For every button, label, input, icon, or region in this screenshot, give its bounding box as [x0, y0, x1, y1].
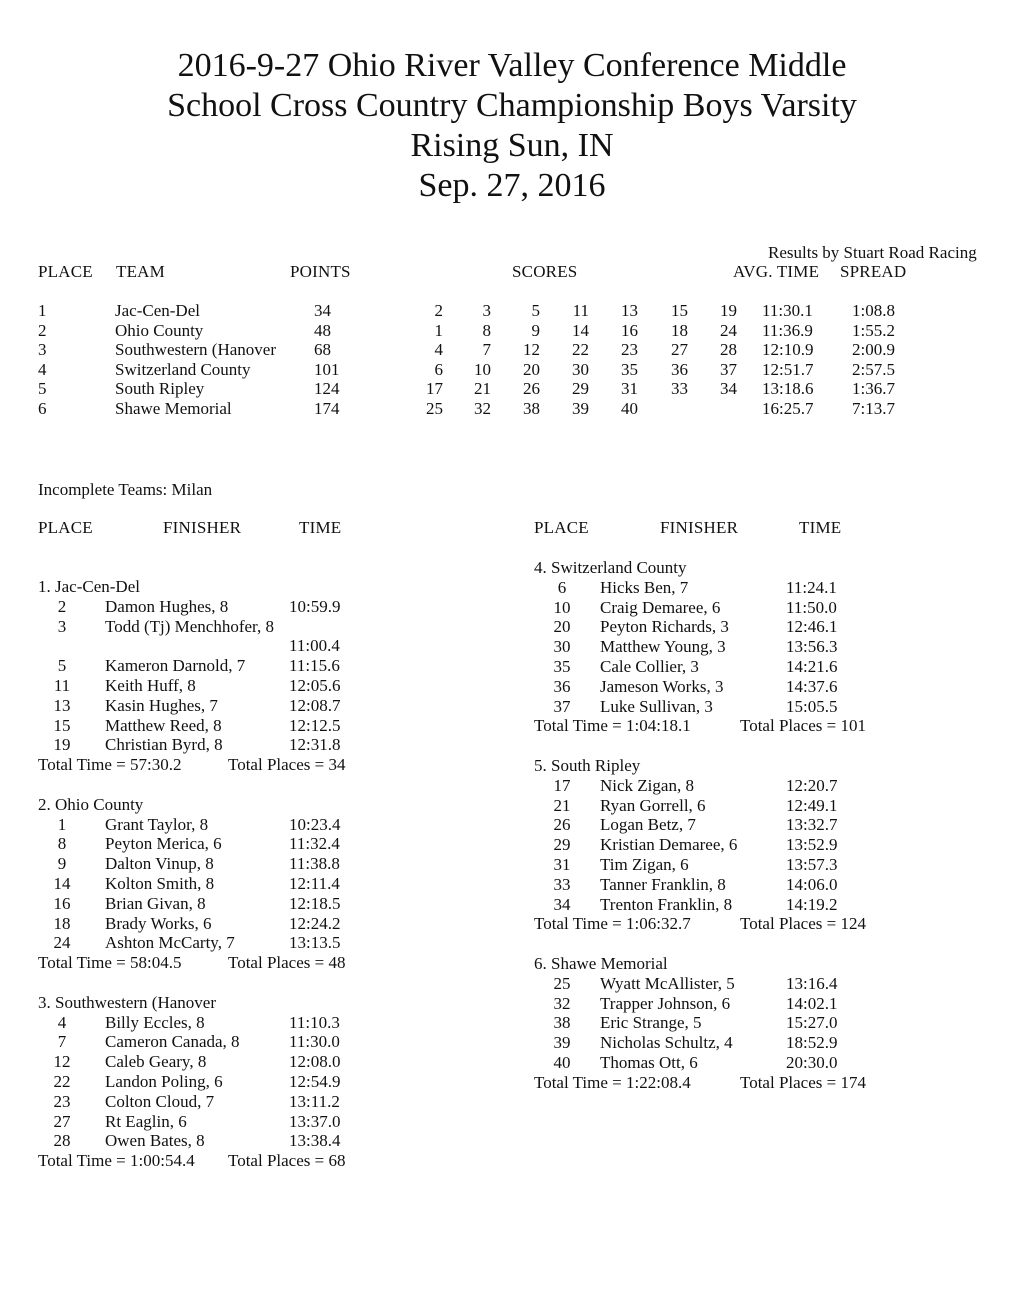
finisher-row — [38, 1032, 478, 1052]
finisher-time: 12:31.8 — [289, 735, 341, 755]
finisher-row — [38, 716, 478, 736]
finisher-name: Brian Givan, 8 — [105, 893, 206, 913]
finisher-name: Keith Huff, 8 — [105, 675, 196, 695]
finisher-name: Cale Collier, 3 — [600, 656, 699, 676]
finisher-place: 37 — [553, 696, 571, 716]
team-score: 22 — [572, 340, 589, 360]
team-points: 174 — [314, 399, 340, 418]
finisher-name: Thomas Ott, 6 — [600, 1052, 698, 1072]
finisher-place: 32 — [553, 993, 571, 1013]
finisher-row — [534, 1033, 974, 1053]
finisher-place: 26 — [553, 815, 571, 835]
finisher-name: Kristian Demaree, 6 — [600, 835, 738, 855]
team-score: 7 — [482, 340, 491, 360]
finisher-row — [534, 617, 974, 637]
finisher-place: 28 — [53, 1131, 71, 1151]
finisher-header-place-right: PLACE — [534, 518, 589, 537]
finisher-place: 22 — [53, 1071, 71, 1091]
team-total-time: Total Time = 58:04.5 — [38, 953, 182, 973]
finisher-name: Tanner Franklin, 8 — [600, 874, 726, 894]
team-score: 38 — [523, 399, 540, 418]
team-score: 25 — [426, 399, 443, 418]
finisher-place: 21 — [553, 795, 571, 815]
finisher-time: 13:13.5 — [289, 933, 341, 953]
finisher-name: Craig Demaree, 6 — [600, 597, 721, 617]
finisher-place: 36 — [553, 676, 571, 696]
finisher-place: 35 — [553, 656, 571, 676]
finisher-place: 18 — [53, 913, 71, 933]
team-result-block — [534, 756, 974, 934]
finisher-time: 11:32.4 — [289, 834, 340, 854]
finisher-time: 15:05.5 — [786, 696, 838, 716]
team-spread: 2:57.5 — [852, 359, 895, 379]
team-result-block — [534, 954, 974, 1093]
finisher-row — [534, 855, 974, 875]
finisher-time: 13:56.3 — [786, 637, 838, 657]
team-points: 124 — [314, 379, 340, 399]
title-line: School Cross Country Championship Boys Varsity — [167, 87, 857, 124]
title-line: 2016-9-27 Ohio River Valley Conference Middle — [177, 47, 847, 84]
finisher-name: Damon Hughes, 8 — [105, 596, 229, 616]
team-score: 11 — [572, 301, 589, 320]
team-header-spread: SPREAD — [840, 262, 907, 281]
finisher-name: Matthew Reed, 8 — [105, 715, 222, 735]
team-header-team: TEAM — [116, 262, 165, 281]
team-total-time: Total Time = 1:00:54.4 — [38, 1151, 195, 1171]
team-spread: 2:00.9 — [852, 340, 895, 360]
team-spread: 7:13.7 — [852, 399, 895, 418]
team-score: 9 — [531, 320, 540, 340]
team-row — [0, 340, 1024, 360]
team-score: 5 — [531, 301, 540, 320]
finisher-row — [534, 1013, 974, 1033]
finisher-time: 11:10.3 — [289, 1012, 340, 1032]
finisher-place: 19 — [53, 735, 71, 755]
finisher-row — [534, 815, 974, 835]
finisher-row — [38, 933, 478, 953]
team-total-places: Total Places = 174 — [740, 1072, 866, 1092]
finisher-row — [38, 894, 478, 914]
finisher-time: 12:46.1 — [786, 617, 838, 637]
team-header-place: PLACE — [38, 262, 93, 281]
team-score: 17 — [426, 379, 443, 399]
finisher-name: Matthew Young, 3 — [600, 637, 726, 657]
finisher-row — [38, 854, 478, 874]
finisher-time: 14:06.0 — [786, 874, 838, 894]
team-header-points: POINTS — [290, 262, 351, 281]
finisher-row — [38, 834, 478, 854]
finisher-header-finisher-right: FINISHER — [660, 518, 739, 537]
finisher-header-time-left: TIME — [299, 518, 342, 537]
finisher-row — [38, 1072, 478, 1092]
finisher-name: Owen Bates, 8 — [105, 1131, 205, 1151]
finisher-name: Caleb Geary, 8 — [105, 1052, 207, 1072]
finisher-name: Kolton Smith, 8 — [105, 873, 215, 893]
team-score: 28 — [720, 340, 737, 360]
finisher-place: 11 — [53, 675, 71, 695]
team-score: 2 — [434, 301, 443, 320]
team-score: 37 — [720, 359, 737, 379]
finisher-place: 16 — [53, 893, 71, 913]
finisher-name: Ryan Gorrell, 6 — [600, 795, 706, 815]
finisher-time: 13:57.3 — [786, 854, 838, 874]
team-name: Ohio County — [115, 320, 204, 340]
team-spread: 1:36.7 — [852, 379, 895, 399]
team-name: South Ripley — [115, 379, 205, 399]
team-total-places: Total Places = 48 — [228, 953, 346, 973]
finisher-row — [534, 974, 974, 994]
team-result-block — [38, 577, 478, 775]
finisher-name: Peyton Richards, 3 — [600, 617, 729, 637]
team-avg-time: 16:25.7 — [762, 399, 814, 418]
finisher-time: 13:52.9 — [786, 835, 838, 855]
team-points: 48 — [314, 320, 331, 340]
finisher-row — [38, 914, 478, 934]
finisher-place: 10 — [553, 597, 571, 617]
finisher-row — [38, 1112, 478, 1132]
finisher-name: Wyatt McAllister, 5 — [600, 973, 735, 993]
finisher-name: Colton Cloud, 7 — [105, 1091, 215, 1111]
team-row — [0, 360, 1024, 380]
team-place: 2 — [38, 320, 47, 340]
team-total-time: Total Time = 57:30.2 — [38, 755, 182, 775]
team-result-heading: 5. South Ripley — [534, 756, 641, 775]
finisher-row — [38, 1052, 478, 1072]
team-row — [0, 379, 1024, 399]
team-result-block — [534, 558, 974, 736]
team-score: 27 — [671, 340, 688, 360]
finisher-header-finisher-left: FINISHER — [163, 518, 242, 537]
finisher-time: 11:30.0 — [289, 1032, 340, 1052]
finisher-place: 12 — [53, 1052, 71, 1072]
finisher-time: 11:38.8 — [289, 854, 340, 874]
team-row — [0, 399, 1024, 419]
finisher-row — [534, 875, 974, 895]
finisher-name: Billy Eccles, 8 — [105, 1012, 205, 1032]
document-title — [0, 46, 1024, 206]
finisher-row — [534, 657, 974, 677]
finisher-place: 15 — [53, 715, 71, 735]
finisher-place: 14 — [53, 873, 71, 893]
team-points: 101 — [314, 359, 340, 379]
results-attribution: Results by Stuart Road Racing — [768, 243, 977, 262]
finisher-place: 7 — [57, 1032, 67, 1052]
finisher-row — [534, 578, 974, 598]
team-score: 39 — [572, 399, 589, 418]
finisher-name: Dalton Vinup, 8 — [105, 854, 214, 874]
team-total-time: Total Time = 1:22:08.4 — [534, 1072, 691, 1092]
finisher-time: 14:21.6 — [786, 656, 838, 676]
team-score: 14 — [572, 320, 589, 340]
team-name: Jac-Cen-Del — [115, 301, 200, 320]
title-line: Rising Sun, IN — [410, 127, 614, 164]
team-result-heading: 2. Ohio County — [38, 794, 144, 814]
team-avg-time: 11:36.9 — [762, 320, 813, 340]
team-total-time: Total Time = 1:04:18.1 — [534, 716, 691, 736]
finisher-time: 11:15.6 — [289, 656, 340, 676]
team-score: 1 — [434, 320, 443, 340]
finisher-row — [38, 597, 478, 617]
finisher-row — [534, 637, 974, 657]
team-total-row — [38, 755, 478, 775]
finisher-time: 15:27.0 — [786, 1013, 838, 1033]
finisher-time: 14:37.6 — [786, 676, 838, 696]
finisher-row — [534, 677, 974, 697]
finisher-name: Peyton Merica, 6 — [105, 834, 222, 854]
team-header-scores: SCORES — [512, 262, 578, 281]
finisher-name: Eric Strange, 5 — [600, 1013, 702, 1033]
finisher-row — [534, 895, 974, 915]
finisher-time: 12:20.7 — [786, 775, 838, 795]
team-result-heading: 4. Switzerland County — [534, 558, 687, 577]
team-score: 8 — [482, 320, 491, 340]
finisher-place: 20 — [553, 617, 571, 637]
finisher-place: 4 — [57, 1012, 67, 1032]
finisher-place: 6 — [557, 577, 567, 597]
team-score: 3 — [482, 301, 491, 320]
finisher-time: 18:52.9 — [786, 1033, 838, 1053]
title-line: Sep. 27, 2016 — [418, 167, 606, 204]
team-total-row — [534, 716, 974, 736]
team-score: 10 — [474, 359, 491, 379]
team-total-places: Total Places = 34 — [228, 755, 346, 775]
finisher-time: 14:02.1 — [786, 993, 838, 1013]
team-place: 3 — [38, 340, 47, 360]
team-result-heading: 3. Southwestern (Hanover — [38, 992, 216, 1012]
finisher-time: 12:08.7 — [289, 695, 341, 715]
finisher-row — [38, 676, 478, 696]
finisher-row — [534, 598, 974, 618]
team-name: Shawe Memorial — [115, 399, 232, 418]
team-row — [0, 301, 1024, 321]
team-total-places: Total Places = 101 — [740, 716, 866, 736]
finisher-time: 13:11.2 — [289, 1091, 340, 1111]
finisher-header-place-left: PLACE — [38, 518, 93, 537]
team-score: 18 — [671, 320, 688, 340]
finisher-place: 9 — [57, 854, 67, 874]
team-score: 15 — [671, 301, 688, 320]
finisher-time: 12:49.1 — [786, 795, 838, 815]
finisher-row — [38, 636, 478, 656]
team-result-heading: 6. Shawe Memorial — [534, 954, 668, 973]
finisher-row — [534, 835, 974, 855]
finisher-name: Ashton McCarty, 7 — [105, 933, 235, 953]
team-spread: 1:08.8 — [852, 301, 895, 320]
finisher-place: 25 — [553, 973, 571, 993]
team-result-heading: 1. Jac-Cen-Del — [38, 577, 140, 596]
finisher-row — [38, 815, 478, 835]
finisher-time: 11:50.0 — [786, 597, 837, 617]
finisher-name: Jameson Works, 3 — [600, 676, 724, 696]
finisher-row — [38, 696, 478, 716]
team-score: 16 — [621, 320, 638, 340]
finisher-time: 11:24.1 — [786, 577, 837, 597]
team-result-block — [38, 795, 478, 973]
finisher-name: Brady Works, 6 — [105, 913, 212, 933]
team-place: 5 — [38, 379, 47, 399]
finisher-name: Kameron Darnold, 7 — [105, 656, 246, 676]
finisher-place: 33 — [553, 874, 571, 894]
finisher-header-time-right: TIME — [799, 518, 842, 537]
finisher-row — [534, 796, 974, 816]
finisher-place: 2 — [57, 596, 67, 616]
finisher-row — [38, 656, 478, 676]
team-header-avg-time: AVG. TIME — [733, 262, 820, 281]
finisher-time: 13:38.4 — [289, 1131, 341, 1151]
team-total-row — [38, 953, 478, 973]
finisher-time: 12:54.9 — [289, 1071, 341, 1091]
team-score: 31 — [621, 379, 638, 399]
finisher-name: Nicholas Schultz, 4 — [600, 1033, 733, 1053]
finisher-row — [534, 697, 974, 717]
finisher-place: 27 — [53, 1111, 71, 1131]
team-name: Switzerland County — [115, 359, 251, 379]
finisher-name: Trenton Franklin, 8 — [600, 894, 733, 914]
finisher-place: 31 — [553, 854, 571, 874]
finisher-time: 12:12.5 — [289, 715, 341, 735]
team-avg-time: 11:30.1 — [762, 301, 813, 320]
finisher-time: 12:18.5 — [289, 893, 341, 913]
team-spread: 1:55.2 — [852, 320, 895, 340]
team-score: 19 — [720, 301, 737, 320]
team-score: 30 — [572, 359, 589, 379]
team-score: 12 — [523, 340, 540, 360]
finisher-time: 12:11.4 — [289, 873, 340, 893]
finisher-row — [534, 1053, 974, 1073]
finisher-row — [38, 1013, 478, 1033]
finisher-place: 1 — [57, 814, 67, 834]
finisher-name: Landon Poling, 6 — [105, 1071, 223, 1091]
team-score: 20 — [523, 359, 540, 379]
team-score: 32 — [474, 399, 491, 418]
finisher-place: 23 — [53, 1091, 71, 1111]
finisher-time: 13:37.0 — [289, 1111, 341, 1131]
finisher-row — [38, 1131, 478, 1151]
team-total-row — [534, 914, 974, 934]
finisher-time: 12:08.0 — [289, 1052, 341, 1072]
finisher-name: Nick Zigan, 8 — [600, 775, 694, 795]
finisher-name: Todd (Tj) Menchhofer, 8 — [105, 616, 275, 636]
team-score: 21 — [474, 379, 491, 399]
finisher-row — [38, 1092, 478, 1112]
team-total-row — [38, 1151, 478, 1171]
team-score: 35 — [621, 359, 638, 379]
finisher-row — [38, 874, 478, 894]
finisher-name: Rt Eaglin, 6 — [105, 1111, 187, 1131]
finisher-time: 12:05.6 — [289, 675, 341, 695]
team-avg-time: 12:10.9 — [762, 340, 814, 360]
finisher-place: 24 — [53, 933, 71, 953]
team-score: 4 — [434, 340, 443, 360]
team-points: 68 — [314, 340, 331, 360]
team-row — [0, 321, 1024, 341]
finisher-place: 3 — [57, 616, 67, 636]
finisher-name: Hicks Ben, 7 — [600, 577, 689, 597]
finisher-name: Grant Taylor, 8 — [105, 814, 209, 834]
finisher-time: 20:30.0 — [786, 1052, 838, 1072]
team-total-time: Total Time = 1:06:32.7 — [534, 914, 691, 934]
finisher-place: 5 — [57, 656, 67, 676]
team-score: 13 — [621, 301, 638, 320]
team-score: 36 — [671, 359, 688, 379]
team-score: 24 — [720, 320, 737, 340]
team-points: 34 — [314, 301, 331, 320]
finisher-time: 13:16.4 — [786, 973, 838, 993]
finisher-place: 29 — [553, 835, 571, 855]
finisher-name: Trapper Johnson, 6 — [600, 993, 731, 1013]
finisher-place: 34 — [553, 894, 571, 914]
finisher-time: 14:19.2 — [786, 894, 838, 914]
incomplete-teams-note: Incomplete Teams: Milan — [38, 480, 213, 499]
team-total-places: Total Places = 124 — [740, 914, 866, 934]
finisher-time: 10:59.9 — [289, 596, 341, 616]
team-total-places: Total Places = 68 — [228, 1151, 346, 1171]
team-score: 26 — [523, 379, 540, 399]
team-score: 33 — [671, 379, 688, 399]
finisher-name: Logan Betz, 7 — [600, 815, 696, 835]
finisher-place: 30 — [553, 637, 571, 657]
team-score: 23 — [621, 340, 638, 360]
team-avg-time: 13:18.6 — [762, 379, 814, 399]
team-score: 29 — [572, 379, 589, 399]
finisher-place: 13 — [53, 695, 71, 715]
finisher-row — [534, 994, 974, 1014]
finisher-place: 38 — [553, 1013, 571, 1033]
team-place: 1 — [38, 301, 47, 320]
team-score: 6 — [434, 359, 443, 379]
team-place: 6 — [38, 399, 47, 418]
finisher-time: 13:32.7 — [786, 815, 838, 835]
finisher-time: 12:24.2 — [289, 913, 341, 933]
team-score: 34 — [720, 379, 737, 399]
finisher-name: Cameron Canada, 8 — [105, 1032, 240, 1052]
finisher-place: 40 — [553, 1052, 571, 1072]
finisher-name: Luke Sullivan, 3 — [600, 696, 713, 716]
finisher-row — [534, 776, 974, 796]
finisher-place: 17 — [553, 775, 571, 795]
finisher-name: Tim Zigan, 6 — [600, 854, 689, 874]
finisher-name: Kasin Hughes, 7 — [105, 695, 218, 715]
finisher-time: 10:23.4 — [289, 814, 341, 834]
team-avg-time: 12:51.7 — [762, 359, 814, 379]
finisher-name: Christian Byrd, 8 — [105, 735, 223, 755]
finisher-time: 11:00.4 — [289, 636, 340, 656]
finisher-row — [38, 617, 478, 637]
team-name: Southwestern (Hanover — [115, 340, 276, 360]
team-total-row — [534, 1073, 974, 1093]
finisher-place: 39 — [553, 1033, 571, 1053]
finisher-place: 8 — [57, 834, 67, 854]
team-result-block — [38, 993, 478, 1171]
team-score: 40 — [621, 399, 638, 418]
finisher-row — [38, 735, 478, 755]
team-place: 4 — [38, 359, 47, 379]
